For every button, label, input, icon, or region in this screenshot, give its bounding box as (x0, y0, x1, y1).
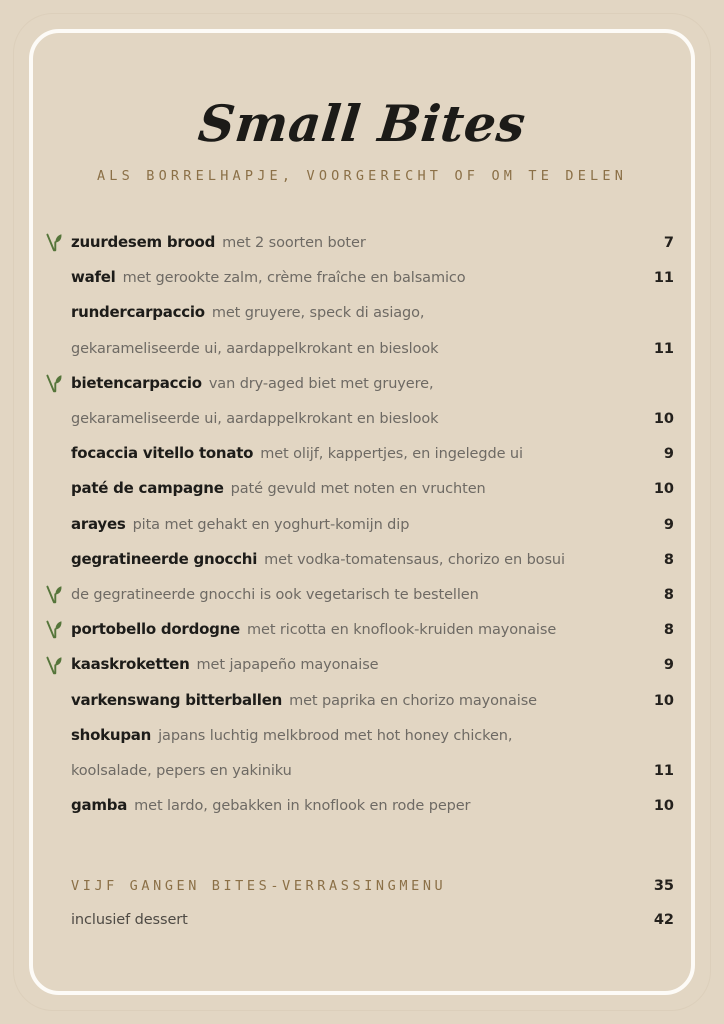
menu-item-description: japans luchtig melkbrood met hot honey chicken, (158, 727, 513, 744)
menu-item-description: de gegratineerde gnocchi is ook vegetarisch te bestellen (71, 587, 479, 604)
menu-item-description: met olijf, kappertjes, en ingelegde ui (260, 446, 523, 463)
menu-header (33, 33, 691, 184)
menu-item-row (38, 260, 674, 295)
set-menu-price: 35 (653, 878, 674, 895)
menu-item-name: bietencarpaccio (71, 373, 202, 392)
menu-item-row (38, 542, 674, 577)
menu-item-price: 7 (663, 235, 674, 251)
menu-item-row (38, 788, 674, 823)
menu-item-row (38, 225, 674, 260)
menu-item-row (38, 683, 674, 718)
menu-item-description-continued: koolsalade, pepers en yakiniku (71, 763, 292, 780)
menu-item-row (38, 366, 674, 401)
menu-item-row (38, 612, 674, 647)
menu-item-text (71, 436, 630, 471)
menu-item-text (71, 507, 630, 542)
menu-item-name: paté de campagne (71, 479, 224, 498)
menu-item-name: portobello dordogne (71, 620, 240, 639)
menu-item-text (71, 225, 630, 260)
menu-items-list (33, 225, 691, 823)
menu-item-text (71, 683, 630, 718)
leaf-sprout-icon (38, 578, 71, 611)
menu-item-price: 8 (663, 587, 674, 604)
menu-item-description: met gerookte zalm, crème fraîche en balsamico (122, 270, 466, 287)
menu-item-row (38, 577, 674, 612)
leaf-sprout-icon (38, 648, 71, 681)
menu-content (33, 33, 691, 991)
menu-item-name: zuurdesem brood (71, 233, 216, 251)
menu-item-price: 10 (653, 481, 674, 498)
dessert-price: 42 (653, 911, 674, 928)
veg-marker-slot-empty (38, 508, 71, 541)
veg-marker-slot-empty (38, 402, 71, 435)
veg-marker-slot-empty (38, 332, 71, 365)
menu-item-description: paté gevuld met noten en vruchten (230, 481, 486, 498)
veg-marker-slot-empty (38, 789, 71, 822)
set-menu-block (33, 870, 691, 936)
leaf-sprout-icon (38, 367, 71, 400)
set-menu-label: VIJF GANGEN BITES-VERRASSINGMENU (71, 878, 447, 895)
menu-item-price: 9 (663, 657, 674, 674)
menu-item-text (71, 331, 630, 366)
veg-marker-slot-empty (38, 543, 71, 576)
menu-item-text (71, 366, 630, 401)
menu-item-description: van dry-aged biet met gruyere, (208, 375, 434, 392)
dessert-label: inclusief dessert (71, 911, 188, 928)
leaf-sprout-icon (38, 226, 71, 259)
menu-item-price: 10 (653, 692, 674, 709)
menu-item-price: 10 (653, 411, 674, 428)
menu-item-name: arayes (71, 514, 126, 533)
menu-subtitle: ALS BORRELHAPJE, VOORGERECHT OF OM TE DELEN (96, 168, 628, 184)
menu-item-name: focaccia vitello tonato (71, 444, 254, 463)
menu-item-description: met gruyere, speck di asiago, (211, 305, 425, 322)
menu-item-name: kaaskroketten (71, 655, 190, 674)
leaf-sprout-icon (46, 620, 63, 639)
menu-item-name: wafel (71, 268, 116, 287)
menu-item-row (38, 401, 674, 436)
menu-item-text (71, 260, 630, 295)
menu-item-name: shokupan (71, 725, 152, 744)
veg-marker-slot-empty (38, 261, 71, 294)
menu-item-text (71, 401, 630, 436)
menu-item-row (38, 507, 674, 542)
menu-item-text (71, 577, 630, 612)
veg-marker-slot-empty (38, 296, 71, 329)
menu-item-description: met paprika en chorizo mayonaise (289, 692, 538, 709)
menu-item-row (38, 647, 674, 682)
menu-item-text (71, 753, 630, 788)
veg-marker-slot-empty (38, 719, 71, 752)
menu-item-description: pita met gehakt en yoghurt-komijn dip (132, 516, 410, 533)
leaf-sprout-icon (46, 374, 63, 393)
veg-marker-slot-empty (38, 754, 71, 787)
veg-marker-slot-empty (38, 437, 71, 470)
menu-item-price: 10 (653, 798, 674, 815)
menu-item-price: 11 (653, 340, 674, 357)
veg-marker-slot-empty (38, 472, 71, 505)
leaf-sprout-icon (46, 233, 63, 252)
menu-item-price: 11 (653, 270, 674, 287)
menu-item-row (38, 718, 674, 753)
menu-item-price: 9 (663, 446, 674, 463)
menu-item-name: varkenswang bitterballen (71, 690, 283, 709)
menu-item-row (38, 331, 674, 366)
menu-item-row (38, 295, 674, 330)
menu-item-description: met 2 soorten boter (222, 235, 366, 251)
dessert-row (71, 904, 674, 937)
menu-item-name: gegratineerde gnocchi (71, 549, 258, 568)
menu-item-text (71, 718, 630, 753)
menu-item-text (71, 471, 630, 506)
menu-item-description: met lardo, gebakken in knoflook en rode peper (134, 798, 471, 815)
menu-item-price: 9 (663, 516, 674, 533)
menu-item-text (71, 542, 630, 577)
menu-item-text (71, 295, 630, 330)
menu-item-description: met vodka-tomatensaus, chorizo en bosui (264, 551, 565, 568)
veg-marker-slot-empty (38, 684, 71, 717)
menu-item-name: rundercarpaccio (71, 303, 205, 322)
menu-item-text (71, 647, 630, 682)
menu-item-price: 11 (653, 763, 674, 780)
menu-item-description: met japapeño mayonaise (196, 657, 379, 674)
menu-item-row (38, 471, 674, 506)
menu-item-price: 8 (663, 551, 674, 568)
menu-item-price: 8 (663, 622, 674, 639)
menu-item-description-continued: gekarameliseerde ui, aardappelkrokant en bieslook (71, 411, 439, 428)
leaf-sprout-icon (46, 585, 63, 604)
menu-item-row (38, 753, 674, 788)
menu-item-description: met ricotta en knoflook-kruiden mayonaise (246, 622, 557, 639)
set-menu-row (71, 870, 674, 903)
leaf-sprout-icon (46, 656, 63, 675)
menu-item-row (38, 436, 674, 471)
menu-item-name: gamba (71, 796, 128, 815)
page-title: Small Bites (195, 94, 529, 153)
menu-item-text (71, 788, 630, 823)
leaf-sprout-icon (38, 613, 71, 646)
menu-item-text (71, 612, 630, 647)
menu-item-description-continued: gekarameliseerde ui, aardappelkrokant en bieslook (71, 340, 439, 357)
